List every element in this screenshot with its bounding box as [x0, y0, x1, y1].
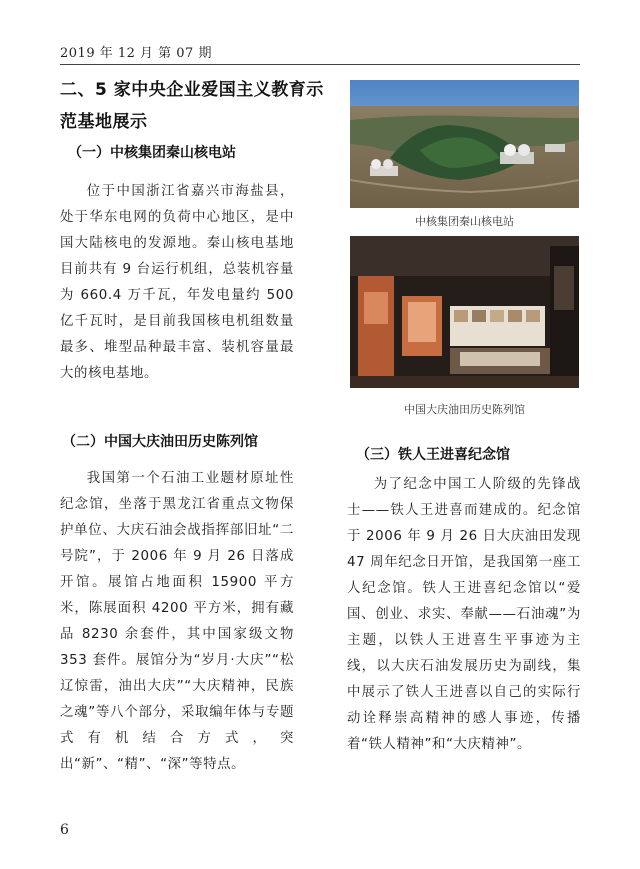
qinshan-photo-caption: 中核集团秦山核电站: [415, 215, 514, 228]
subsection-heading-qinshan: （一）中核集团秦山核电站: [68, 145, 236, 161]
wangjinxi-body: 为了纪念中国工人阶级的先锋战士——铁人王进喜而建成的。纪念馆于 2006 年 9 月 26 日大庆油田发现 47 周年纪念日开馆，是我国第一座工人纪念馆。铁人王进喜纪念馆以“爱国、创业、求实、奉献——石油魂”为主题，以铁人王进喜生平事迹为主线，以大庆石油发展历史为副线，集中展示了铁人王进喜以自己的实际行动诠释崇高精神的感人事迹，传播着“铁人精神”和“大庆精神”。: [347, 477, 581, 752]
subsection-heading-daqing-museum: （二）中国大庆油田历史陈列馆: [62, 434, 258, 450]
page-number: 6: [60, 822, 69, 838]
header-divider: [60, 64, 580, 65]
daqing-museum-body: 我国第一个石油工业题材原址性纪念馆，坐落于黑龙江省重点文物保护单位、大庆石油会战指挥部旧址“二号院”，于 2006 年 9 月 26 日落成开馆。展馆占地面积 15900 平方米，陈展面积 4200 平方米，拥有藏品 8230 余套件，其中国家级文物 353 套件。展馆分为“岁月·大庆”“松辽惊雷，油出大庆”“大庆精神，民族之魂”等八个部分，采取编年体与专题式有机结合方式，突出“新”、“精”、“深”等特点。: [60, 471, 294, 772]
issue-header: 2019 年 12 月 第 07 期: [60, 46, 212, 61]
subsection-heading-wangjinxi: （三）铁人王进喜纪念馆: [356, 447, 510, 463]
section-title: 二、5 家中央企业爱国主义教育示范基地展示: [60, 80, 324, 132]
daqing-photo-caption: 中国大庆油田历史陈列馆: [404, 403, 525, 416]
qinshan-nuclear-plant-photo: [350, 80, 579, 208]
qinshan-body: 位于中国浙江省嘉兴市海盐县，处于华东电网的负荷中心地区，是中国大陆核电的发源地。秦山核电基地目前共有 9 台运行机组，总装机容量为 660.4 万千瓦，年发电量约 500 亿千瓦时，是目前我国核电机组数量最多、堆型品种最丰富、装机容量最大的核电基地。: [60, 184, 294, 381]
daqing-museum-photo: [350, 236, 579, 388]
